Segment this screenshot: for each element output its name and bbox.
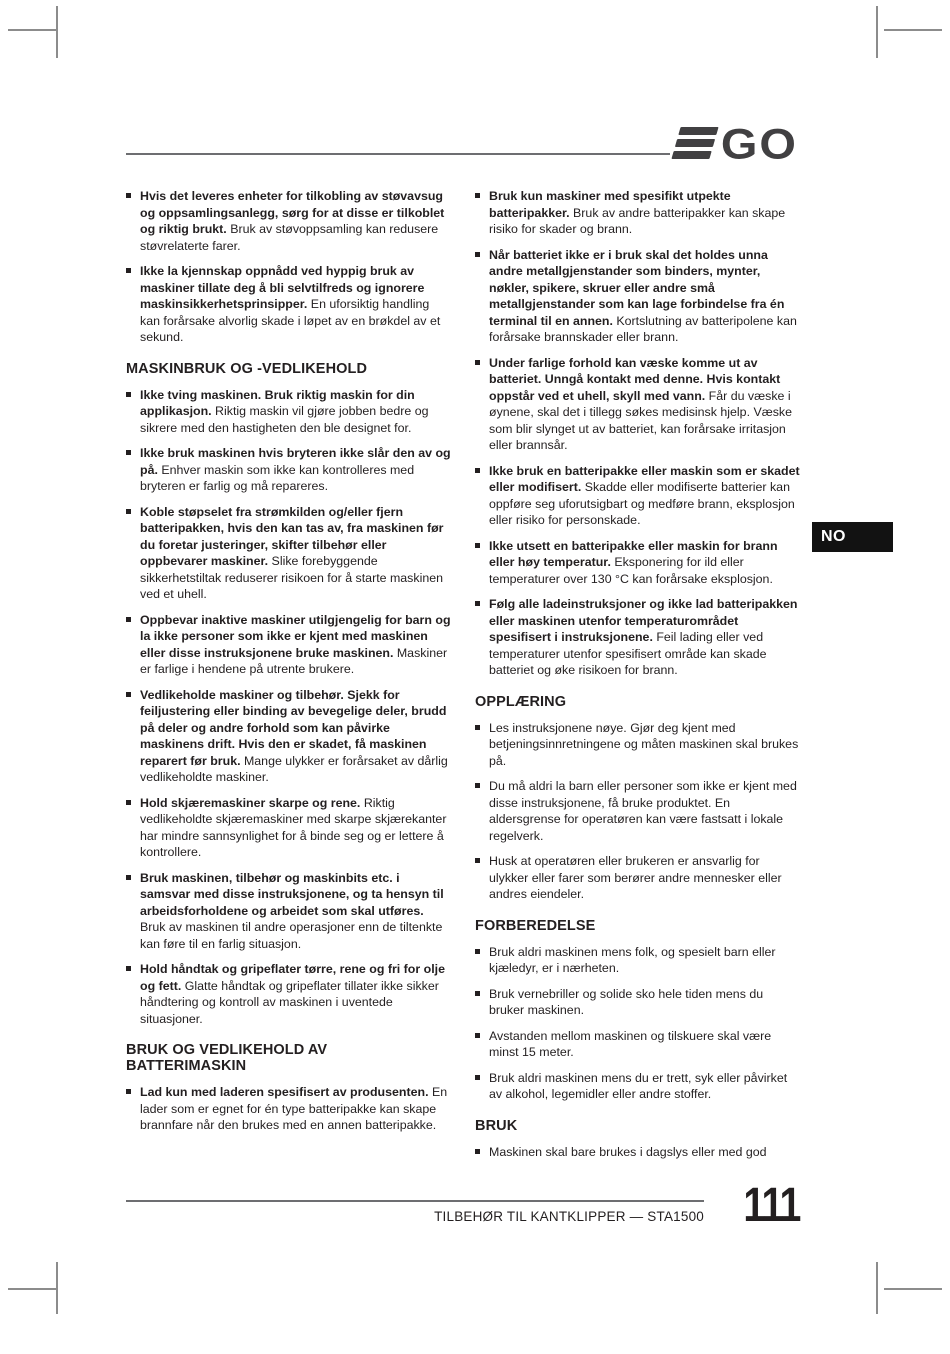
footer-divider	[126, 1200, 704, 1202]
bullet-square-icon	[126, 450, 131, 455]
bullet-square-icon	[475, 725, 480, 730]
bullet-item	[475, 247, 800, 346]
bullet-text: Les instruksjonene nøye. Gjør deg kjent med betjeningsinnretningene og måten maskinen skal brukes på.	[489, 720, 799, 768]
bullet-text: Avstanden mellom maskinen og tilskuere skal være minst 15 meter.	[489, 1028, 772, 1059]
bullet-item	[126, 795, 451, 861]
bullet-square-icon	[475, 360, 480, 365]
bullet-text: Du må aldri la barn eller personer som ikke er kjent med disse instruksjonene, få bruke produktet. En aldersgrense for operatøren kan være fastsatt i lokale regelverk.	[489, 779, 797, 843]
bullet-item	[126, 188, 451, 254]
bullet-text: Ikke bruk en batteripakke eller maskin som er skadet eller modifisert. Skadde eller modifiserte batterier kan oppføre seg uforutsigbart og medføre brann, eksplosjon eller risiko for personskade.	[489, 463, 800, 527]
bullet-text: Ikke la kjennskap oppnådd ved hyppig bruk av maskiner tillate deg å bli selvtilfreds og ignorere maskinsikkerhetsprinsipper. En uforsiktig handling kan forårsake alvorlig skade i løpet av en brøkdel av et sekund.	[140, 264, 441, 344]
bullet-text: Bruk vernebriller og solide sko hele tiden mens du bruker maskinen.	[489, 986, 764, 1017]
bullet-square-icon	[126, 509, 131, 514]
bullet-text: Maskinen skal bare brukes i dagslys eller med god	[489, 1144, 767, 1159]
language-tab: NO	[812, 522, 893, 552]
header-divider	[126, 153, 670, 155]
bullet-square-icon	[475, 783, 480, 788]
crop-mark	[876, 6, 878, 58]
crop-mark	[884, 29, 942, 31]
section-heading: BRUK OG VEDLIKEHOLD AV BATTERIMASKIN	[126, 1042, 328, 1074]
bullet-text: Bruk kun maskiner med spesifikt utpekte batteripakker. Bruk av andre batteripakker kan skape risiko for skader og brann.	[489, 189, 786, 236]
bullet-item	[475, 986, 800, 1019]
bullet-item	[475, 778, 800, 844]
crop-mark	[56, 1262, 58, 1314]
bullet-item	[126, 870, 451, 953]
ego-logo	[676, 120, 798, 166]
bullet-square-icon	[126, 193, 131, 198]
bullet-square-icon	[126, 392, 131, 397]
bullet-item	[475, 188, 800, 238]
bullet-square-icon	[475, 601, 480, 606]
bullet-text: Hold skjæremaskiner skarpe og rene. Riktig vedlikeholdte skjæremaskiner med skarpe skjærekanter har mindre sannsynlighet for å binde seg og er lettere å kontrollere.	[140, 795, 447, 859]
crop-mark	[876, 1262, 878, 1314]
bullet-square-icon	[126, 966, 131, 971]
bullet-text: Vedlikeholde maskiner og tilbehør. Sjekk for feiljustering eller binding av bevegelige deler, brudd på deler og andre forhold som kan påvirke maskinens drift. Hvis den er skadet, få maskinen reparert før bruk. Mange ulykker er forårsaket av dårlig vedlikeholdte maskiner.	[140, 687, 448, 784]
crop-mark	[56, 6, 58, 58]
bullet-square-icon	[475, 1149, 480, 1154]
footer-left	[126, 1184, 704, 1224]
page-number: 111	[743, 1179, 800, 1232]
text-column-left	[126, 188, 451, 1169]
bullet-text: Bruk maskinen, tilbehør og maskinbits etc. i samsvar med disse instruksjonene, og ta hensyn til arbeidsforholdene og arbeidet som skal utføres. Bruk av maskinen til andre operasjoner enn de tiltenkte kan føre til en farlig situasjon.	[140, 870, 444, 951]
bullet-item	[126, 445, 451, 495]
content-area	[126, 188, 800, 1169]
bullet-item	[475, 1070, 800, 1103]
bullet-text: Hvis det leveres enheter for tilkobling av støvavsug og oppsamlingsanlegg, sørg for at disse er tilkoblet og riktig brukt. Bruk av støvoppsamling kan redusere støvrelaterte farer.	[140, 189, 445, 253]
bullet-text: Hold håndtak og gripeflater tørre, rene og fri for olje og fett. Glatte håndtak og gripeflater tillater ikke sikker håndtering og kontroll av maskinen i uventede situasjoner.	[140, 962, 445, 1026]
bullet-square-icon	[475, 1033, 480, 1038]
bullet-item	[126, 612, 451, 678]
bullet-square-icon	[126, 1089, 131, 1094]
section-heading: OPPLÆRING	[475, 693, 567, 710]
text-column-right	[475, 188, 800, 1169]
bullet-item	[126, 687, 451, 786]
bullet-square-icon	[126, 800, 131, 805]
bullet-square-icon	[475, 193, 480, 198]
bullet-item	[475, 944, 800, 977]
bullet-square-icon	[475, 1075, 480, 1080]
ego-logo-text: GO	[720, 119, 798, 167]
bullet-item	[475, 853, 800, 903]
bullet-item	[475, 538, 800, 588]
bullet-square-icon	[126, 692, 131, 697]
bullet-square-icon	[475, 252, 480, 257]
bullet-item	[126, 504, 451, 603]
crop-mark	[884, 1288, 942, 1290]
bullet-text: Husk at operatøren eller brukeren er ansvarlig for ulykker eller farer som berører andre mennesker eller andres eiendeler.	[489, 854, 782, 901]
section-heading: FORBEREDELSE	[475, 917, 596, 934]
bullet-square-icon	[475, 543, 480, 548]
bullet-square-icon	[475, 858, 480, 863]
bullet-item	[475, 355, 800, 454]
page-footer	[126, 1179, 800, 1232]
bullet-text: Ikke bruk maskinen hvis bryteren ikke slår den av og på. Enhver maskin som ikke kan kontrolleres med bryteren er farlig og må repareres.	[140, 446, 451, 493]
bullet-text: Bruk aldri maskinen mens du er trett, syk eller påvirket av alkohol, legemidler eller andre stoffer.	[489, 1070, 788, 1101]
bullet-item	[475, 720, 800, 770]
bullet-item	[475, 1144, 800, 1161]
bullet-text: Når batteriet ikke er i bruk skal det holdes unna andre metallgjenstander som binders, mynter, nøkler, spikere, skruer eller andre små metallgjenstander som kan lage forbindelse fra én terminal til en annen. Kortslutning av batteripolene kan forårsake brannskader eller brann.	[489, 247, 797, 344]
bullet-square-icon	[126, 268, 131, 273]
bullet-item	[475, 463, 800, 529]
bullet-text: Under farlige forhold kan væske komme ut av batteriet. Unngå kontakt med denne. Hvis kontakt oppstår ved et uhell, skyll med vann. Får du væske i øynene, skal det i tillegg søkes medisinsk hjelp. Væske som blir slynget ut av batteriet, kan forårsake irritasjon eller brannsår.	[489, 355, 793, 452]
crop-mark	[8, 1288, 58, 1290]
section-heading: MASKINBRUK OG -VEDLIKEHOLD	[126, 360, 368, 377]
crop-mark	[8, 29, 58, 31]
bullet-text: Bruk aldri maskinen mens folk, og spesielt barn eller kjæledyr, er i nærheten.	[489, 944, 776, 975]
bullet-text: Ikke utsett en batteripakke eller maskin for brann eller høy temperatur. Eksponering for ild eller temperaturer over 130 °C kan forårsake eksplosjon.	[489, 538, 778, 586]
section-heading: BRUK	[475, 1117, 518, 1134]
footer-caption: TILBEHØR TIL KANTKLIPPER — STA1500	[434, 1209, 704, 1224]
bullet-item	[126, 387, 451, 437]
bullet-square-icon	[126, 617, 131, 622]
bullet-square-icon	[126, 875, 131, 880]
page-header	[126, 116, 798, 166]
bullet-item	[126, 961, 451, 1027]
bullet-item	[126, 1084, 451, 1134]
bullet-text: Oppbevar inaktive maskiner utilgjengelig for barn og la ikke personer som ikke er kjent med maskinen eller disse instruksjonene bruke maskinen. Maskiner er farlige i hendene på utrente brukere.	[140, 612, 451, 676]
bullet-square-icon	[475, 949, 480, 954]
bullet-square-icon	[475, 468, 480, 473]
bullet-item	[126, 263, 451, 346]
ego-logo-e-bars-icon	[671, 127, 718, 159]
bullet-text: Lad kun med laderen spesifisert av produsenten. En lader som er egnet for én type batteripakke kan skape brannfare når den brukes med en annen batteripakke.	[140, 1085, 448, 1132]
bullet-square-icon	[475, 991, 480, 996]
bullet-item	[475, 1028, 800, 1061]
bullet-text: Koble støpselet fra strømkilden og/eller fjern batteripakken, hvis den kan tas av, fra maskinen før du foretar justeringer, skifter tilbehør eller oppbevarer maskiner. Slike forebyggende sikkerhetstiltak reduserer risikoen for å starte maskinen ved et uhell.	[140, 504, 444, 601]
bullet-item	[475, 596, 800, 679]
bullet-text: Ikke tving maskinen. Bruk riktig maskin for din applikasjon. Riktig maskin vil gjøre jobben bedre og sikrere med den hastigheten den ble designet for.	[140, 387, 429, 435]
bullet-text: Følg alle ladeinstruksjoner og ikke lad batteripakken eller maskinen utenfor temperaturområdet spesifisert i instruksjonene. Feil lading eller ved temperaturer utenfor spesifisert område kan skade batteriet og øke risikoen for brann.	[489, 597, 798, 677]
